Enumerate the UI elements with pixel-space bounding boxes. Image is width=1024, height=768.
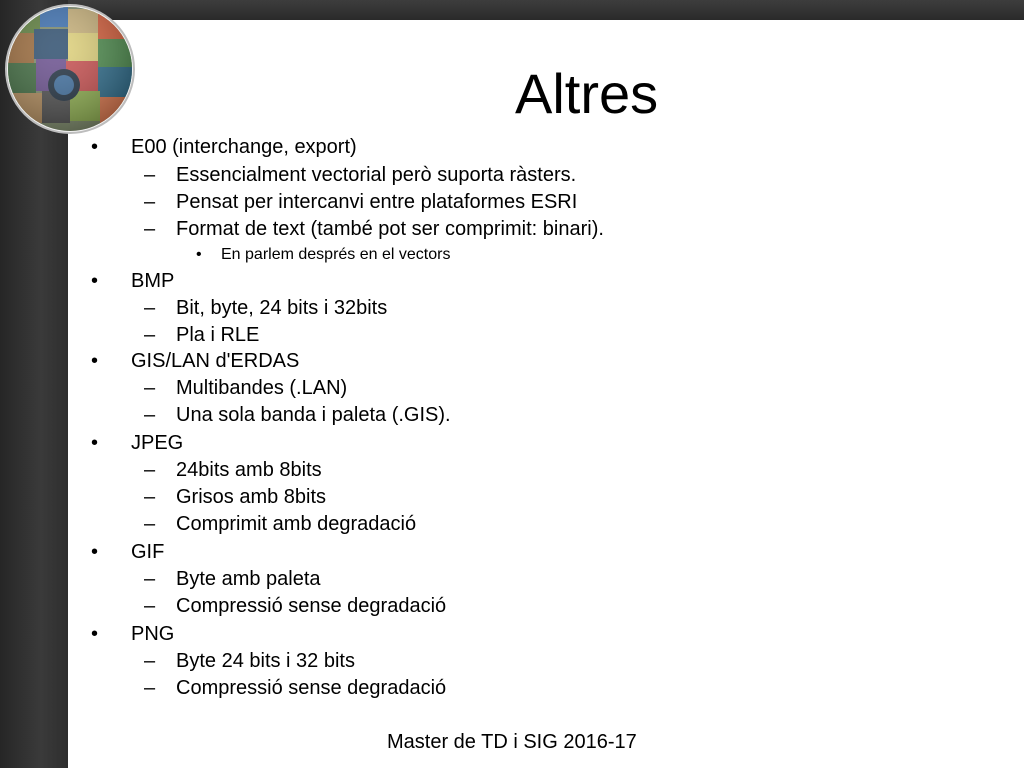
bullet-text: Compressió sense degradació — [176, 595, 447, 617]
bullet-item-level-1 — [91, 541, 165, 564]
dash-marker: – — [144, 595, 156, 617]
dash-marker: – — [144, 218, 156, 240]
bullet-item-level-3 — [196, 246, 451, 264]
bullet-item-level-2 — [144, 677, 447, 700]
bullet-item-level-2 — [144, 377, 348, 400]
bullet-text: Byte amb paleta — [176, 568, 321, 590]
bullet-text: Pensat per intercanvi entre plataformes ESRI — [176, 191, 578, 213]
dash-marker: – — [144, 650, 156, 672]
bullet-item-level-1 — [91, 270, 175, 293]
bullet-item-level-2 — [144, 650, 355, 673]
bullet-marker: • — [91, 270, 99, 292]
bullet-item-level-2 — [144, 459, 322, 482]
dash-marker: – — [144, 404, 156, 426]
bullet-marker: • — [91, 432, 99, 454]
bullet-text: Pla i RLE — [176, 324, 260, 346]
top-frame-bar — [0, 0, 1024, 20]
dash-marker: – — [144, 486, 156, 508]
bullet-item-level-2 — [144, 404, 451, 427]
bullet-item-level-1 — [91, 432, 184, 455]
bullet-text: Multibandes (.LAN) — [176, 377, 348, 399]
bullet-text: JPEG — [131, 432, 184, 454]
bullet-text: Essencialment vectorial però suporta ràsters. — [176, 164, 577, 186]
bullet-marker: • — [91, 541, 99, 563]
bullet-item-level-1 — [91, 623, 175, 646]
bullet-item-level-2 — [144, 486, 327, 509]
bullet-text: Compressió sense degradació — [176, 677, 447, 699]
dash-marker: – — [144, 324, 156, 346]
bullet-item-level-2 — [144, 595, 447, 618]
earth-imagery-globe-icon — [4, 3, 136, 135]
bullet-item-level-2 — [144, 568, 321, 591]
bullet-item-level-2 — [144, 324, 260, 347]
bullet-item-level-2 — [144, 164, 577, 187]
bullet-text: Grisos amb 8bits — [176, 486, 327, 508]
bullet-text: GIF — [131, 541, 165, 563]
bullet-text: En parlem després en el vectors — [221, 246, 451, 263]
bullet-item-level-1 — [91, 136, 357, 159]
bullet-marker: • — [91, 136, 99, 158]
slide-title: Altres — [515, 62, 659, 125]
dash-marker: – — [144, 459, 156, 481]
bullet-marker: • — [91, 350, 99, 372]
bullet-text: Byte 24 bits i 32 bits — [176, 650, 355, 672]
slide-footer: Master de TD i SIG 2016-17 — [387, 731, 637, 753]
dash-marker: – — [144, 164, 156, 186]
bullet-item-level-2 — [144, 297, 388, 320]
bullet-item-level-2 — [144, 191, 578, 214]
dash-marker: – — [144, 513, 156, 535]
bullet-text: BMP — [131, 270, 175, 292]
bullet-text: 24bits amb 8bits — [176, 459, 322, 481]
bullet-text: Una sola banda i paleta (.GIS). — [176, 404, 451, 426]
bullet-text: E00 (interchange, export) — [131, 136, 357, 158]
bullet-text: GIS/LAN d'ERDAS — [131, 350, 300, 372]
dash-marker: – — [144, 568, 156, 590]
dash-marker: – — [144, 191, 156, 213]
bullet-text: PNG — [131, 623, 175, 645]
bullet-marker: • — [91, 623, 99, 645]
bullet-item-level-2 — [144, 513, 417, 536]
bullet-marker: • — [196, 246, 202, 263]
bullet-text: Bit, byte, 24 bits i 32bits — [176, 297, 388, 319]
bullet-text: Format de text (també pot ser comprimit: binari). — [176, 218, 604, 240]
bullet-item-level-2 — [144, 218, 604, 241]
bullet-item-level-1 — [91, 350, 300, 373]
dash-marker: – — [144, 677, 156, 699]
dash-marker: – — [144, 297, 156, 319]
bullet-text: Comprimit amb degradació — [176, 513, 417, 535]
dash-marker: – — [144, 377, 156, 399]
